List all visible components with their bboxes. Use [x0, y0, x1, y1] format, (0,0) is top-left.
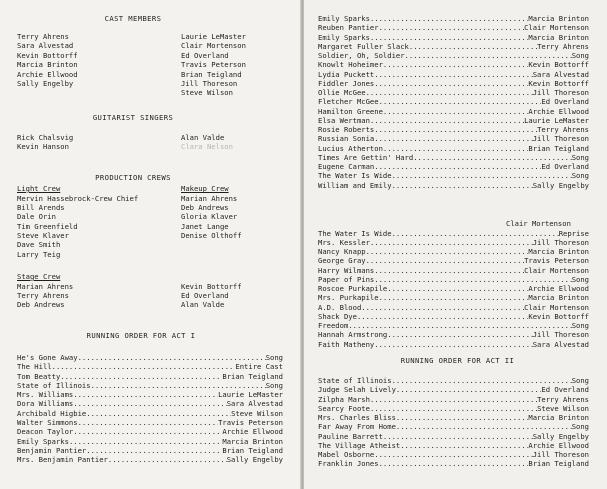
order-performer: Song: [265, 353, 283, 362]
name-left: Terry Ahrens: [17, 290, 69, 300]
order-title: Harry Wilmans: [318, 265, 375, 275]
order-performer: Entire Cast: [235, 362, 283, 372]
order-performer: Terry Ahrens: [537, 41, 589, 51]
order-title: Tom Beatty: [17, 371, 61, 381]
order-row: [304, 88, 607, 97]
name-left: Sally Engelby: [17, 78, 74, 88]
dot-leader: [374, 162, 541, 171]
order-row: [0, 372, 302, 381]
order-row: [304, 14, 607, 23]
order-title: Dora Williams: [17, 399, 74, 409]
order-performer: Ed Overland: [541, 97, 589, 107]
order-row: [304, 321, 607, 330]
order-title: Fletcher McGee: [318, 97, 379, 107]
order-title: Roscoe Purkapile: [318, 284, 388, 293]
dot-leader: [383, 107, 528, 116]
name-left: Rick Chalsvig: [17, 133, 74, 142]
dot-leader: [396, 385, 542, 394]
order-row: [304, 340, 607, 349]
dot-leader: [383, 144, 528, 153]
order-performer: Song: [571, 274, 589, 284]
dot-leader: [73, 390, 218, 399]
order-row: [304, 293, 607, 302]
order-row: [304, 51, 607, 60]
order-row: [0, 437, 302, 446]
order-row: [304, 450, 607, 459]
order-title: Emily Sparks: [17, 436, 69, 446]
act1-heading: RUNNING ORDER FOR ACT I: [86, 331, 196, 340]
stage-crew-list: [0, 282, 302, 310]
order-title: Zilpha Marsh: [318, 394, 370, 404]
order-row: [0, 353, 302, 362]
dot-leader: [357, 312, 528, 321]
order-performer: Sara Alvestad: [532, 339, 589, 349]
order-performer: Jill Thoreson: [532, 330, 589, 340]
order-title: Judge Selah Lively: [318, 385, 396, 395]
order-title: Mrs. Williams: [17, 390, 74, 400]
dot-leader: [374, 125, 537, 134]
name-row: [0, 41, 302, 50]
dot-leader: [374, 134, 532, 143]
order-performer: Sally Engelby: [532, 431, 589, 441]
order-row: [304, 134, 607, 143]
order-title: Benjamin Pantier: [17, 445, 87, 455]
order-row: [0, 399, 302, 408]
production-crew-labels: [0, 184, 302, 193]
name-right: Janet Lange: [181, 221, 229, 231]
order-row: [304, 432, 607, 441]
order-row: [304, 266, 607, 275]
dot-leader: [366, 88, 533, 97]
order-performer: Steve Wilson: [231, 408, 283, 418]
order-title: Soldier, Oh, Soldier: [318, 51, 405, 60]
dot-leader: [370, 116, 524, 125]
order-row: [0, 381, 302, 390]
order-performer: Song: [571, 51, 589, 60]
dot-leader: [396, 413, 529, 422]
order-row: [304, 256, 607, 265]
name-row: [0, 203, 302, 212]
act2-heading: RUNNING ORDER FOR ACT II: [400, 356, 515, 365]
name-right: Travis Peterson: [181, 60, 246, 70]
order-performer: Marcia Brinton: [528, 32, 589, 42]
order-row: [304, 23, 607, 32]
order-performer: Brian Teigland: [528, 459, 589, 469]
name-right: Kevin Bottorff: [181, 281, 242, 291]
name-right: Clara Nelson: [181, 142, 233, 152]
dot-leader: [69, 437, 222, 446]
name-left: Bill Arends: [17, 202, 65, 212]
order-performer: Song: [571, 422, 589, 432]
order-row: [304, 60, 607, 69]
order-performer: Terry Ahrens: [537, 394, 589, 404]
dot-leader: [108, 455, 227, 464]
order-title: A.D. Blood: [318, 302, 362, 312]
dot-leader: [348, 321, 571, 330]
order-performer: Kevin Bottorff: [528, 78, 589, 88]
order-title: Emily Sparks: [318, 14, 370, 23]
dot-leader: [361, 303, 524, 312]
stage-crew-label-row: [0, 272, 302, 281]
order-title: Knowlt Hoheimer: [318, 60, 383, 70]
extra-credit-row: [304, 219, 607, 228]
name-right: Gloria Klaver: [181, 212, 238, 222]
dot-leader: [392, 229, 559, 238]
order-row: [0, 362, 302, 371]
order-title: Times Are Gettin' Hard: [318, 152, 414, 162]
name-right: Jill Thoreson: [181, 78, 238, 88]
dot-leader: [91, 381, 266, 390]
order-row: [304, 413, 607, 422]
name-left: Dale Orin: [17, 212, 56, 222]
dot-leader: [366, 247, 529, 256]
order-row: [304, 107, 607, 116]
order-row: [304, 144, 607, 153]
order-row: [304, 312, 607, 321]
order-row: [0, 390, 302, 399]
name-right: Ed Overland: [181, 50, 229, 60]
name-right: Clair Mortenson: [181, 41, 246, 51]
name-row: [0, 231, 302, 240]
order-performer: Reprise: [558, 228, 589, 238]
dot-leader: [392, 376, 572, 385]
order-row: [304, 422, 607, 431]
order-row: [304, 330, 607, 339]
name-row: [0, 300, 302, 309]
order-performer: Song: [571, 171, 589, 181]
order-performer: Laurie LeMaster: [218, 390, 283, 400]
order-title: Russian Sonia: [318, 134, 375, 144]
order-title: Pauline Barrett: [318, 431, 383, 441]
order-title: State of Illinois: [318, 376, 392, 385]
name-left: Terry Ahrens: [17, 32, 69, 41]
dot-leader: [392, 181, 533, 190]
dot-leader: [78, 353, 266, 362]
order-title: Freedom: [318, 321, 349, 330]
name-left: Dave Smith: [17, 240, 61, 250]
guitarists-heading: GUITARIST SINGERS: [92, 113, 174, 122]
dot-leader: [370, 33, 528, 42]
order-performer: Travis Peterson: [524, 256, 589, 266]
order-performer: Travis Peterson: [218, 418, 283, 428]
order-title: Faith Matheny: [318, 339, 375, 349]
name-left: Mervin Hassebrock-Crew Chief: [17, 193, 139, 203]
order-title: He's Gone Away: [17, 353, 78, 362]
extra-credit: Clair Mortenson: [506, 219, 571, 228]
order-performer: Sally Engelby: [226, 455, 283, 465]
order-title: Mrs. Kessler: [318, 237, 370, 247]
order-title: Ollie McGee: [318, 88, 366, 97]
order-title: Lucius Atherton: [318, 143, 383, 153]
order-title: State of Illinois: [17, 380, 91, 390]
name-right: Ed Overland: [181, 290, 229, 300]
order-title: Lydia Puckett: [318, 69, 375, 79]
order-performer: Brian Teigland: [222, 371, 283, 381]
order-title: Emily Sparks: [318, 32, 370, 42]
order-row: [304, 247, 607, 256]
name-right: Alan Valde: [181, 300, 225, 310]
production-heading: PRODUCTION CREWS: [95, 173, 171, 182]
order-title: Deacon Taylor: [17, 427, 74, 437]
order-performer: Marcia Brinton: [528, 247, 589, 256]
name-left: Steve Klaver: [17, 231, 69, 241]
name-row: [0, 291, 302, 300]
dot-leader: [86, 409, 231, 418]
name-row: [0, 282, 302, 291]
name-row: [0, 70, 302, 79]
order-row: [304, 153, 607, 162]
name-left: Larry Teig: [17, 249, 61, 259]
order-title: Hamilton Greene: [318, 106, 383, 116]
dot-leader: [78, 418, 218, 427]
order-title: Mrs. Purkapile: [318, 293, 379, 303]
name-left: Kevin Bottorff: [17, 50, 78, 60]
dot-leader: [370, 14, 528, 23]
order-row: [304, 404, 607, 413]
name-row: [0, 79, 302, 88]
order-row: [304, 459, 607, 468]
name-row: [0, 212, 302, 221]
order-performer: Song: [571, 321, 589, 330]
name-left: Kevin Hanson: [17, 142, 69, 152]
order-title: Hannah Armstrong: [318, 330, 388, 340]
order-performer: Sara Alvestad: [532, 69, 589, 79]
order-title: Walter Simmons: [17, 418, 78, 428]
order-title: Mabel Osborne: [318, 450, 375, 459]
name-left: Marcia Brinton: [17, 60, 78, 70]
order-title: The Village Atheist: [318, 440, 401, 450]
name-left: Tim Greenfield: [17, 221, 78, 231]
order-title: Mrs. Benjamin Pantier: [17, 455, 108, 465]
order-performer: Marcia Brinton: [528, 293, 589, 303]
dot-leader: [370, 238, 533, 247]
order-row: [0, 427, 302, 436]
dot-leader: [374, 450, 532, 459]
name-right: Marian Ahrens: [181, 193, 238, 203]
order-performer: Kevin Bottorff: [528, 60, 589, 70]
order-title: Archibald Higbie: [17, 408, 87, 418]
name-row: [0, 51, 302, 60]
guitarists-list: [0, 133, 302, 152]
name-row: [0, 88, 302, 97]
order-title: Franklin Jones: [318, 459, 379, 469]
order-row: [304, 97, 607, 106]
order-row: [304, 171, 607, 180]
act1-continued-list: [304, 14, 607, 190]
order-performer: Jill Thoreson: [532, 237, 589, 247]
order-title: Searcy Foote: [318, 403, 370, 413]
order-performer: Laurie LeMaster: [524, 115, 589, 125]
order-row: [304, 79, 607, 88]
order-performer: Ed Overland: [541, 385, 589, 395]
order-row: [304, 229, 607, 238]
order-performer: Brian Teigland: [528, 143, 589, 153]
order-performer: Sara Alvestad: [226, 399, 283, 409]
order-performer: Clair Mortenson: [524, 265, 589, 275]
name-right: Deb Andrews: [181, 202, 229, 212]
order-performer: Jill Thoreson: [532, 88, 589, 97]
order-row: [304, 238, 607, 247]
order-performer: Song: [571, 376, 589, 385]
left-page: [0, 0, 302, 489]
dot-leader: [60, 372, 222, 381]
dot-leader: [396, 422, 572, 431]
order-performer: Steve Wilson: [537, 403, 589, 413]
dot-leader: [374, 275, 571, 284]
order-performer: Archie Ellwood: [528, 106, 589, 116]
name-row: [0, 222, 302, 231]
order-row: [304, 441, 607, 450]
order-performer: Song: [265, 380, 283, 390]
order-row: [304, 395, 607, 404]
order-title: Elsa Wertman: [318, 115, 370, 125]
dot-leader: [374, 340, 532, 349]
makeup-crew-label: Makeup Crew: [181, 184, 229, 193]
order-performer: Archie Ellwood: [528, 284, 589, 293]
order-performer: Marcia Brinton: [528, 14, 589, 23]
stage-crew-label: Stage Crew: [17, 272, 61, 281]
order-title: George Gray: [318, 256, 366, 266]
dot-leader: [387, 284, 528, 293]
dot-leader: [387, 330, 532, 339]
order-title: William and Emily: [318, 180, 392, 190]
act1-list: [0, 353, 302, 465]
dot-leader: [383, 60, 528, 69]
order-performer: Clair Mortenson: [524, 23, 589, 33]
order-row: [304, 376, 607, 385]
act1-continued-list-2: [304, 229, 607, 349]
dot-leader: [379, 293, 529, 302]
right-page: [304, 0, 607, 489]
name-right: Denise Olthoff: [181, 231, 242, 241]
order-performer: Marcia Brinton: [528, 413, 589, 422]
order-performer: Marcia Brinton: [222, 436, 283, 446]
name-row: [0, 142, 302, 151]
order-performer: Archie Ellwood: [222, 427, 283, 437]
order-title: Paper of Pins: [318, 274, 375, 284]
order-performer: Song: [571, 152, 589, 162]
dot-leader: [383, 432, 533, 441]
order-row: [304, 284, 607, 293]
dot-leader: [366, 256, 524, 265]
dot-leader: [379, 459, 529, 468]
light-makeup-list: [0, 194, 302, 260]
name-right: Alan Valde: [181, 133, 225, 142]
order-performer: Terry Ahrens: [537, 125, 589, 134]
dot-leader: [374, 266, 524, 275]
order-performer: Ed Overland: [541, 162, 589, 171]
order-row: [0, 446, 302, 455]
order-row: [304, 33, 607, 42]
dot-leader: [405, 51, 572, 60]
act2-list: [304, 376, 607, 469]
dot-leader: [374, 79, 528, 88]
dot-leader: [392, 171, 572, 180]
order-row: [304, 275, 607, 284]
order-title: Margaret Fuller Slack: [318, 41, 409, 51]
order-title: Eugene Carman: [318, 162, 375, 171]
order-row: [304, 181, 607, 190]
name-row: [0, 32, 302, 41]
name-row: [0, 133, 302, 142]
name-row: [0, 240, 302, 249]
dot-leader: [86, 446, 222, 455]
order-title: Mrs. Charles Bliss: [318, 413, 396, 422]
order-title: The Hill: [17, 362, 52, 372]
order-title: Fiddler Jones: [318, 78, 375, 88]
dot-leader: [370, 395, 537, 404]
order-title: Reuben Pantier: [318, 23, 379, 33]
name-left: Archie Ellwood: [17, 69, 78, 79]
order-title: The Water Is Wide: [318, 171, 392, 181]
order-row: [0, 418, 302, 427]
name-right: Brian Teigland: [181, 69, 242, 79]
dot-leader: [73, 427, 222, 436]
order-row: [304, 385, 607, 394]
order-performer: Jill Thoreson: [532, 450, 589, 459]
order-row: [304, 70, 607, 79]
order-performer: Sally Engelby: [532, 180, 589, 190]
order-row: [304, 116, 607, 125]
dot-leader: [73, 399, 226, 408]
name-row: [0, 60, 302, 69]
order-title: Nancy Knapp: [318, 247, 366, 256]
dot-leader: [400, 441, 528, 450]
name-left: Deb Andrews: [17, 300, 65, 310]
cast-heading: CAST MEMBERS: [104, 14, 162, 23]
order-performer: Kevin Bottorff: [528, 311, 589, 321]
order-row: [304, 303, 607, 312]
order-title: Far Away From Home: [318, 422, 396, 432]
order-row: [304, 162, 607, 171]
order-performer: Archie Ellwood: [528, 440, 589, 450]
dot-leader: [374, 70, 532, 79]
dot-leader: [52, 362, 236, 371]
order-title: Rosie Roberts: [318, 125, 375, 134]
dot-leader: [379, 23, 524, 32]
order-row: [0, 409, 302, 418]
name-left: Sara Alvestad: [17, 41, 74, 51]
dot-leader: [370, 404, 537, 413]
name-right: Laurie LeMaster: [181, 32, 246, 41]
order-row: [0, 455, 302, 464]
order-title: The Water Is Wide: [318, 228, 392, 238]
order-performer: Clair Mortenson: [524, 302, 589, 312]
name-right: Steve Wilson: [181, 88, 233, 98]
dot-leader: [379, 97, 542, 106]
order-performer: Jill Thoreson: [532, 134, 589, 144]
light-crew-label: Light Crew: [17, 184, 61, 193]
name-left: Marian Ahrens: [17, 281, 74, 291]
order-title: Shack Dye: [318, 311, 357, 321]
order-row: [304, 42, 607, 51]
order-performer: Brian Teigland: [222, 445, 283, 455]
order-row: [304, 125, 607, 134]
name-row: [0, 250, 302, 259]
dot-leader: [413, 153, 571, 162]
dot-leader: [409, 42, 537, 51]
name-row: [0, 194, 302, 203]
cast-list: [0, 32, 302, 98]
